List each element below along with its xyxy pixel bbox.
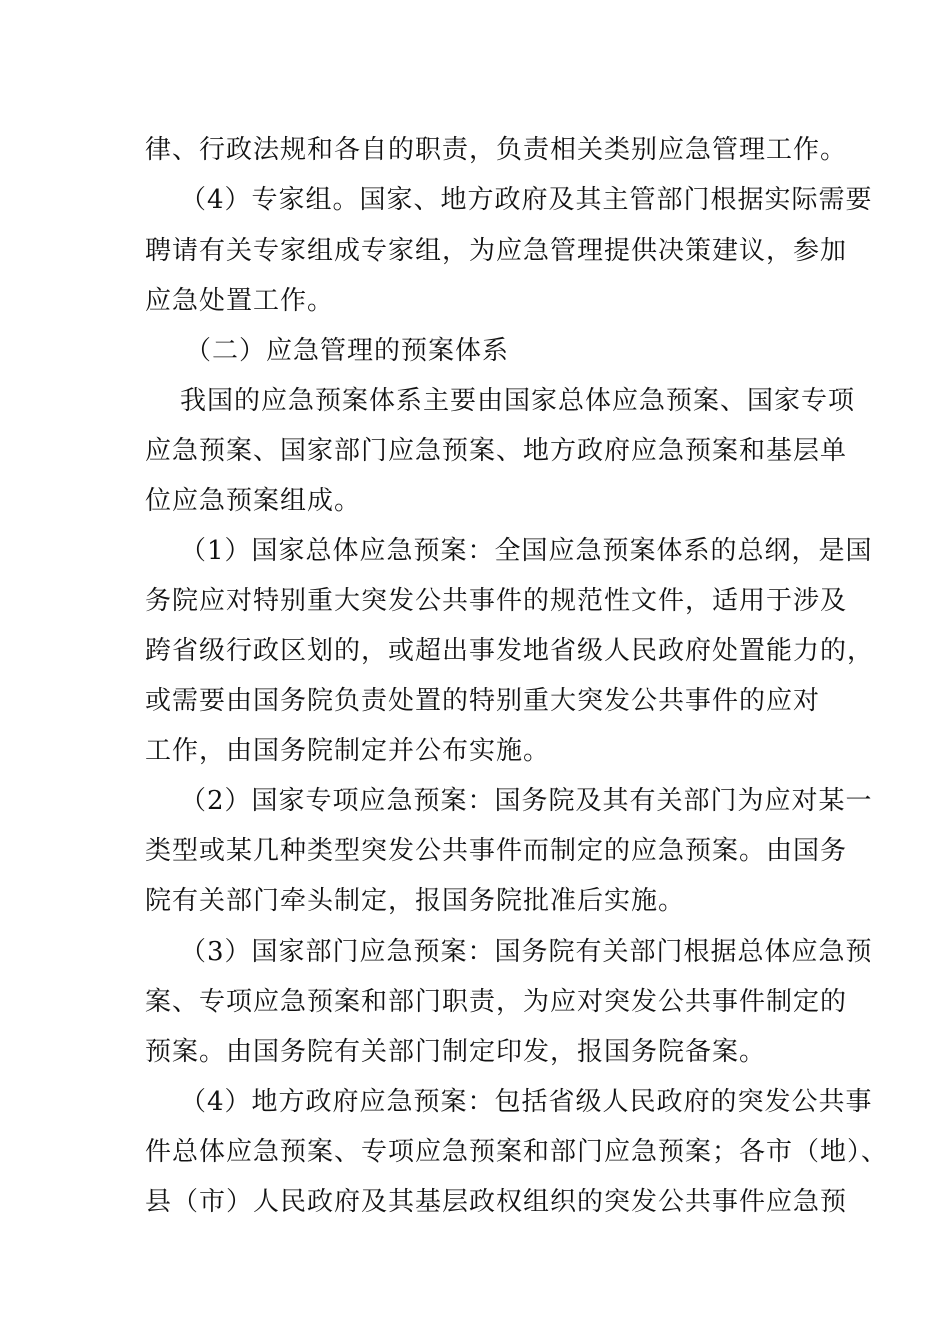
text-line: （4）专家组。国家、地方政府及其主管部门根据实际需要 — [180, 185, 873, 215]
text-line: 县（市）人民政府及其基层政权组织的突发公共事件应急预 — [145, 1187, 848, 1217]
text-line: 类型或某几种类型突发公共事件而制定的应急预案。由国务 — [145, 836, 848, 866]
text-line: 工作，由国务院制定并公布实施。 — [145, 736, 551, 766]
text-line: 跨省级行政区划的，或超出事发地省级人民政府处置能力的， — [145, 636, 875, 666]
text-line: 应急处置工作。 — [145, 286, 335, 316]
text-line: 院有关部门牵头制定，报国务院批准后实施。 — [145, 886, 686, 916]
text-line: 务院应对特别重大突发公共事件的规范性文件，适用于涉及 — [145, 586, 848, 616]
text-line: （3）国家部门应急预案：国务院有关部门根据总体应急预 — [180, 937, 873, 967]
text-line: 预案。由国务院有关部门制定印发，报国务院备案。 — [145, 1037, 767, 1067]
text-line: 案、专项应急预案和部门职责，为应对突发公共事件制定的 — [145, 987, 848, 1017]
text-line: 件总体应急预案、专项应急预案和部门应急预案；各市（地）、 — [145, 1137, 889, 1167]
text-line: （4）地方政府应急预案：包括省级人民政府的突发公共事 — [180, 1087, 873, 1117]
text-line: （1）国家总体应急预案：全国应急预案体系的总纲，是国 — [180, 536, 873, 566]
text-line: 或需要由国务院负责处置的特别重大突发公共事件的应对 — [145, 686, 821, 716]
text-line: （2）国家专项应急预案：国务院及其有关部门为应对某一 — [180, 786, 873, 816]
text-line: 应急预案、国家部门应急预案、地方政府应急预案和基层单 — [145, 436, 848, 466]
text-line: 聘请有关专家组成专家组，为应急管理提供决策建议，参加 — [145, 236, 848, 266]
section-heading: （二）应急管理的预案体系 — [185, 336, 510, 366]
text-line: 律、行政法规和各自的职责，负责相关类别应急管理工作。 — [145, 135, 848, 165]
text-line: 我国的应急预案体系主要由国家总体应急预案、国家专项 — [180, 386, 856, 416]
text-line: 位应急预案组成。 — [145, 486, 362, 516]
